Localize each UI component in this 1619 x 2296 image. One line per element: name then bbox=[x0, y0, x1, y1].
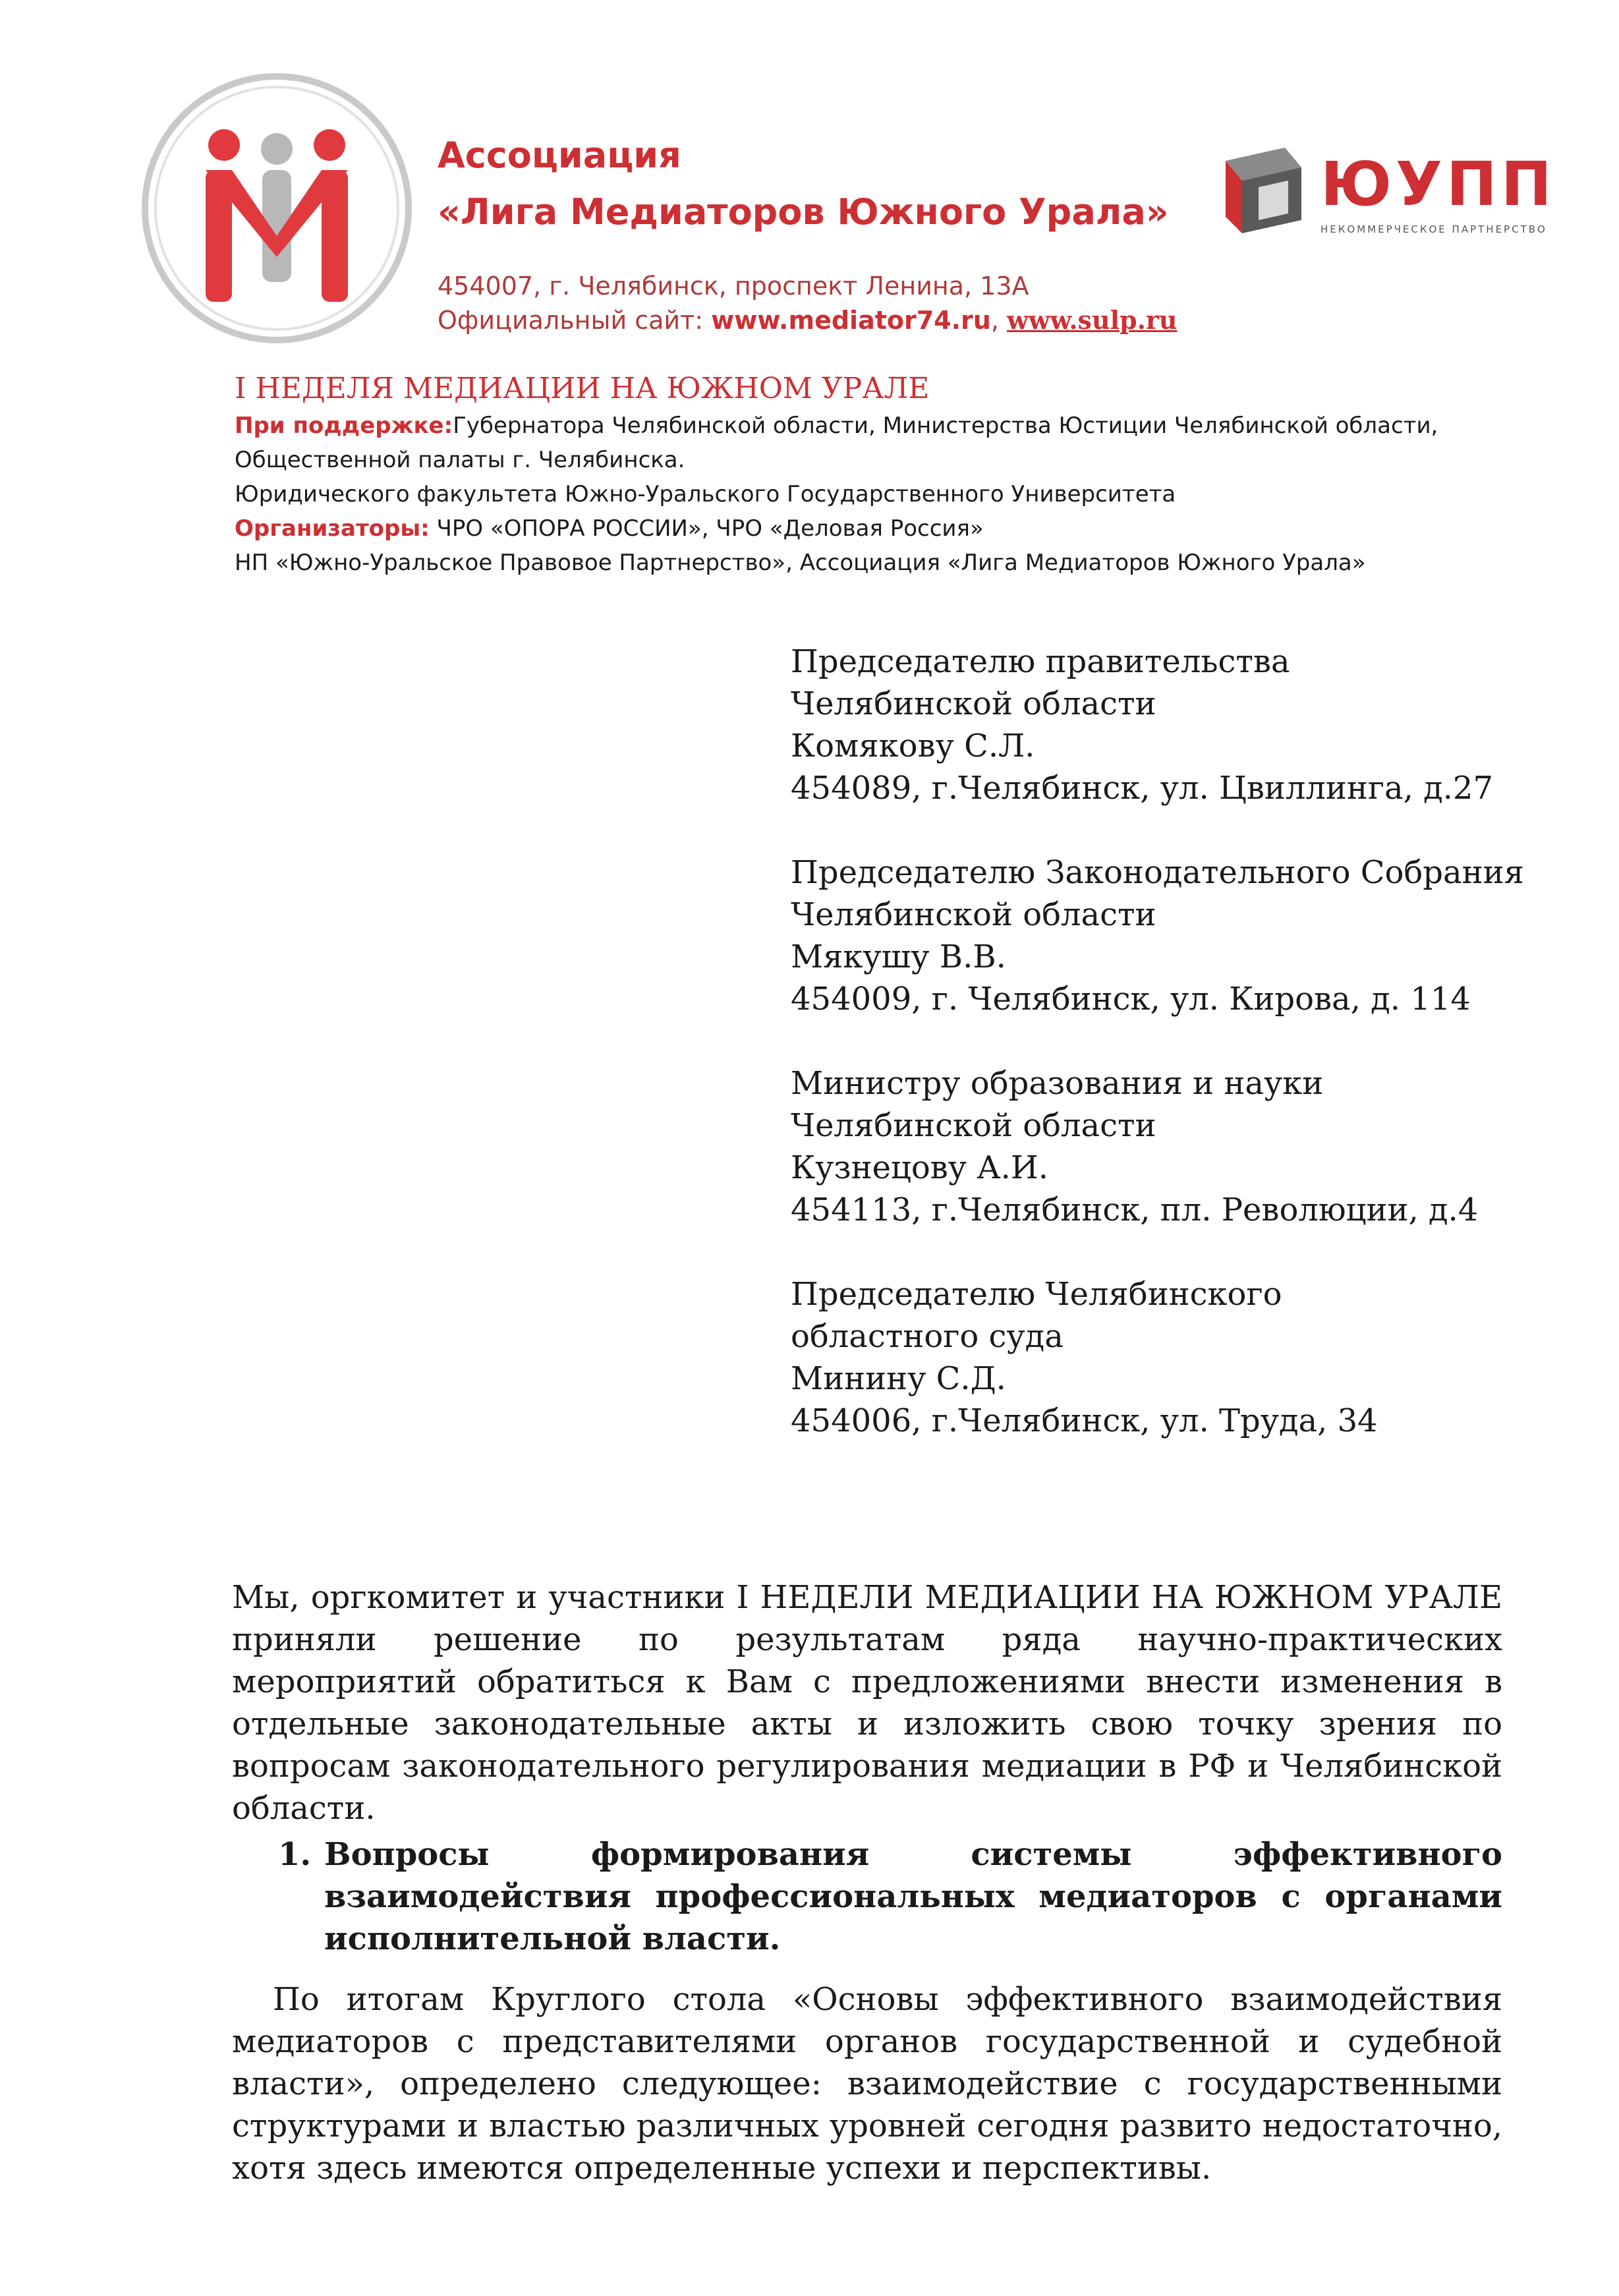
recipient-line: Комякову С.Л. bbox=[791, 728, 1035, 764]
site-link-mediator74[interactable]: www.mediator74.ru bbox=[711, 306, 991, 335]
association-name-line2: «Лига Медиаторов Южного Урала» bbox=[438, 191, 1169, 233]
recipient-line: Челябинской области bbox=[791, 896, 1156, 933]
section-title: Вопросы формирования системы эффективного взаимодействия профессиональных медиаторов с органами исполнительной власти. bbox=[324, 1836, 1502, 1957]
intro-paragraph: Мы, оргкомитет и участники I НЕДЕЛИ МЕДИАЦИИ НА ЮЖНОМ УРАЛЕ приняли решение по результатам ряда научно-практических мероприятий обратиться к Вам с предложениями внести изменения в отдельные законодательные акты и изложить свою точку зрения по вопросам законодательного регулирования медиации в РФ и Челябинской области. bbox=[232, 1579, 1502, 1827]
recipient-line: областного суда bbox=[791, 1318, 1064, 1355]
association-name-line1: Ассоциация bbox=[438, 134, 681, 176]
event-title: I НЕДЕЛЯ МЕДИАЦИИ НА ЮЖНОМ УРАЛЕ bbox=[235, 372, 930, 405]
support-text: Губернатора Челябинской области, Министерства Юстиции Челябинской области, bbox=[453, 413, 1438, 439]
association-sites bbox=[438, 303, 1177, 337]
partner-logo-text bbox=[1321, 149, 1556, 236]
recipient-line: 454113, г.Челябинск, пл. Революции, д.4 bbox=[791, 1191, 1479, 1228]
recipient-line: Минину С.Д. bbox=[791, 1360, 1006, 1397]
recipient-line: Мякушу В.В. bbox=[791, 938, 1006, 975]
league-mediators-logo bbox=[140, 71, 414, 345]
roundtable-paragraph: По итогам Круглого стола «Основы эффективного взаимодействия медиаторов с представителями органов государственной и судебной власти», определено следующее: взаимодействие с государственными структурами и властью различных уровней сегодня развито недостаточно, хотя здесь имеются определенные успехи и перспективы. bbox=[232, 1981, 1502, 2187]
support-label: При поддержке: bbox=[235, 413, 453, 439]
recipient-line: Председателю Челябинского bbox=[791, 1276, 1282, 1313]
association-contacts bbox=[438, 269, 1177, 337]
recipient bbox=[791, 641, 1524, 809]
recipient-line: Министру образования и науки bbox=[791, 1065, 1324, 1102]
support-line-2: Общественной палаты г. Челябинска. bbox=[235, 447, 685, 473]
event-info bbox=[235, 369, 1487, 580]
recipients-block bbox=[791, 641, 1524, 1484]
recipient-line: Председателю правительства bbox=[791, 643, 1290, 680]
partner-name: ЮУПП bbox=[1321, 149, 1556, 219]
site-link-sulp[interactable]: www.sulp.ru bbox=[1007, 305, 1178, 335]
recipient bbox=[791, 851, 1524, 1020]
letter-body bbox=[232, 1576, 1502, 2189]
organizers-label: Организаторы: bbox=[235, 515, 430, 542]
association-name bbox=[438, 129, 1169, 239]
organizers-line-2: НП «Южно-Уральское Правовое Партнерство», Ассоциация «Лига Медиаторов Южного Урала» bbox=[235, 550, 1366, 576]
support-line-3: Юридического факультета Южно-Уральского Государственного Университета bbox=[235, 481, 1176, 507]
section-number: 1. bbox=[278, 1836, 312, 1873]
organizers-text: ЧРО «ОПОРА РОССИИ», ЧРО «Деловая Россия» bbox=[429, 515, 984, 542]
organizers-line bbox=[235, 511, 1487, 546]
recipient bbox=[791, 1062, 1524, 1231]
section-heading bbox=[278, 1833, 1502, 1960]
recipient-line: 454009, г. Челябинск, ул. Кирова, д. 114 bbox=[791, 981, 1471, 1018]
recipient-line: 454089, г.Челябинск, ул. Цвиллинга, д.27 bbox=[791, 770, 1493, 807]
partner-subtitle: НЕКОММЕРЧЕСКОЕ ПАРТНЕРСТВО bbox=[1321, 223, 1547, 235]
site-label: Официальный сайт: bbox=[438, 306, 712, 335]
recipient-line: Челябинской области bbox=[791, 685, 1156, 722]
yupp-cube-icon bbox=[1212, 141, 1311, 240]
site-separator: , bbox=[990, 306, 1008, 335]
recipient-line: 454006, г.Челябинск, ул. Труда, 34 bbox=[791, 1402, 1378, 1439]
recipient-line: Председателю Законодательного Собрания bbox=[791, 854, 1524, 891]
association-address: 454007, г. Челябинск, проспект Ленина, 13А bbox=[438, 272, 1029, 301]
recipient-line: Челябинской области bbox=[791, 1107, 1156, 1144]
recipient-line: Кузнецову А.И. bbox=[791, 1149, 1048, 1186]
recipient bbox=[791, 1273, 1524, 1442]
support-line bbox=[235, 409, 1487, 443]
